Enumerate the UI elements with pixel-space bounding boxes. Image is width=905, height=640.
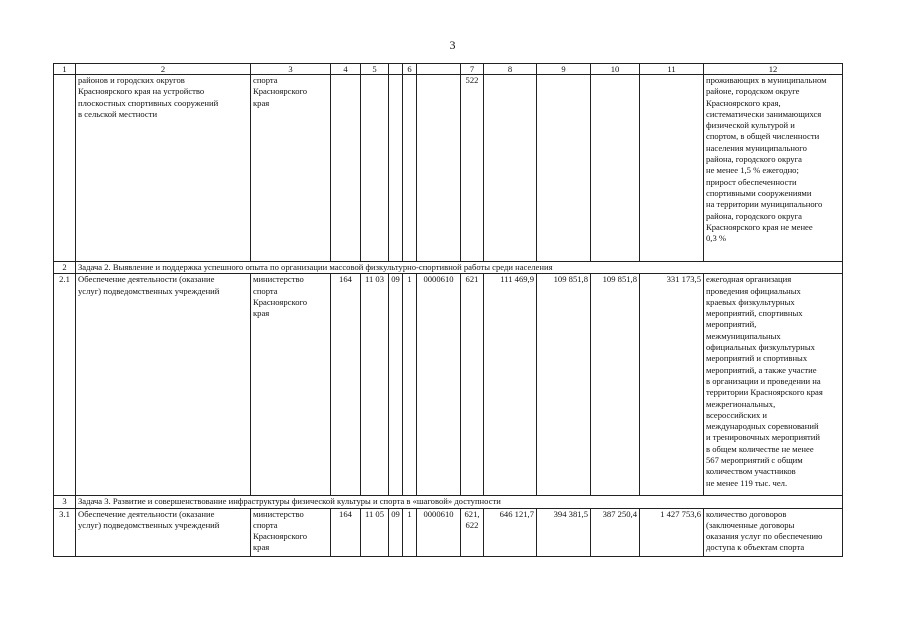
administrator-cell <box>251 75 331 262</box>
text-line: Красноярского края, <box>706 97 781 108</box>
activity-name-cell <box>76 274 251 496</box>
table-row-continued <box>54 75 843 262</box>
expected-result-cell <box>704 274 843 496</box>
text-line: в организации и проведении на <box>706 375 821 386</box>
row-number-cell: 2.1 <box>54 274 76 496</box>
text-line: не менее 119 тыс. чел. <box>706 477 788 488</box>
task-row <box>54 262 843 274</box>
text-line: и тренировочных мероприятий <box>706 432 820 443</box>
empty-cell <box>537 75 591 262</box>
row-number-cell: 3.1 <box>54 508 76 556</box>
text-line: министерство <box>253 274 304 285</box>
empty-cell <box>403 75 417 262</box>
text-line: 621, <box>464 508 480 519</box>
text-line: международных соревнований <box>706 421 819 432</box>
column-number: 4 <box>331 64 361 75</box>
task-title: Задача 2. Выявление и поддержка успешного опыта по организации массовой физкультурно-спортивной работы среди населения <box>76 262 843 274</box>
column-number: 7 <box>461 64 484 75</box>
administrator-cell <box>251 274 331 496</box>
subprogram-code-cell: 1 <box>403 274 417 496</box>
text-line: мероприятий, <box>706 319 757 330</box>
program-code-cell: 09 <box>389 508 403 556</box>
subprogram-code-cell: 1 <box>403 508 417 556</box>
text-line: районе, городском округе <box>706 86 800 97</box>
text-line: края <box>253 542 270 553</box>
text-line: количество договоров <box>706 508 787 519</box>
text-line: оказания услуг по обеспечению <box>706 531 823 542</box>
text-line: спортивными сооружениями <box>706 187 812 198</box>
text-line: спорта <box>253 75 278 85</box>
amount-year2-cell: 394 381,5 <box>537 508 591 556</box>
text-line: 567 мероприятий с общим <box>706 455 803 466</box>
column-number <box>417 64 461 75</box>
amount-total-cell: 331 173,5 <box>640 274 704 496</box>
empty-cell <box>361 75 389 262</box>
text-line: спорта <box>253 285 278 296</box>
program-activities-table <box>53 63 843 557</box>
admin-code-cell: 164 <box>331 508 361 556</box>
text-line: систематически занимающихся <box>706 108 822 119</box>
text-line: края <box>253 97 270 108</box>
text-line: спорта <box>253 519 278 530</box>
empty-cell <box>389 75 403 262</box>
column-number: 5 <box>361 64 389 75</box>
section-code-cell: 11 03 <box>361 274 389 496</box>
text-line: Красноярского <box>253 86 308 97</box>
column-number: 11 <box>640 64 704 75</box>
expense-type-cell: 522 <box>461 75 484 262</box>
empty-cell <box>331 75 361 262</box>
text-line: проживающих в муниципальном <box>706 75 827 85</box>
column-number: 10 <box>591 64 640 75</box>
text-line: спортом, в общей численности <box>706 131 820 142</box>
text-line: Обеспечение деятельности (оказание <box>78 274 215 285</box>
amount-year3-cell: 109 851,8 <box>591 274 640 496</box>
expense-type-cell <box>461 508 484 556</box>
text-line: территории Красноярского края <box>706 387 823 398</box>
text-line: прирост обеспеченности <box>706 176 797 187</box>
text-line: плоскостных спортивных сооружений <box>78 97 219 108</box>
column-number: 3 <box>251 64 331 75</box>
text-line: Красноярского края на устройство <box>78 86 205 97</box>
column-number <box>389 64 403 75</box>
text-line: количеством участников <box>706 466 796 477</box>
text-line: 0,3 % <box>706 233 727 244</box>
activity-name-cell <box>76 508 251 556</box>
text-line: Красноярского <box>253 531 308 542</box>
text-line: краевых физкультурных <box>706 296 795 307</box>
expense-type-cell: 621 <box>461 274 484 496</box>
text-line: физической культурой и <box>706 120 795 131</box>
task-number: 3 <box>54 496 76 508</box>
administrator-cell <box>251 508 331 556</box>
task-row <box>54 496 843 508</box>
table-row <box>54 274 843 496</box>
text-line: межрегиональных, <box>706 398 776 409</box>
text-line: проведения официальных <box>706 285 801 296</box>
text-line: населения муниципального <box>706 142 807 153</box>
text-line: Красноярского края не менее <box>706 221 813 232</box>
column-number: 6 <box>403 64 417 75</box>
text-line: в общем количестве не менее <box>706 443 814 454</box>
text-line: района, городского округа <box>706 210 802 221</box>
text-line: Красноярского <box>253 296 308 307</box>
target-item-code-cell: 0000610 <box>417 274 461 496</box>
text-line: всероссийских и <box>706 409 768 420</box>
amount-year2-cell: 109 851,8 <box>537 274 591 496</box>
text-line: официальных физкультурных <box>706 342 815 353</box>
task-title: Задача 3. Развитие и совершенствование инфраструктуры физической культуры и спорта в «шаговой» доступности <box>76 496 843 508</box>
text-line: межмуниципальных <box>706 330 781 341</box>
amount-year1-cell: 111 469,9 <box>484 274 537 496</box>
text-line: мероприятий, спортивных <box>706 308 803 319</box>
row-number-cell <box>54 75 76 262</box>
text-line: не менее 1,5 % ежегодно; <box>706 165 799 176</box>
text-line: министерство <box>253 508 304 519</box>
amount-total-cell: 1 427 753,6 <box>640 508 704 556</box>
text-line: районов и городских округов <box>78 75 185 85</box>
target-item-code-cell: 0000610 <box>417 508 461 556</box>
text-line: района, городского округа <box>706 154 802 165</box>
activity-name-cell <box>76 75 251 262</box>
empty-cell <box>591 75 640 262</box>
section-code-cell: 11 05 <box>361 508 389 556</box>
text-line: услуг) подведомственных учреждений <box>78 285 220 296</box>
empty-cell <box>417 75 461 262</box>
column-number: 1 <box>54 64 76 75</box>
empty-cell <box>484 75 537 262</box>
column-number-row <box>54 64 843 75</box>
text-line: доступа к объектам спорта <box>706 542 805 553</box>
page-number: 3 <box>449 38 456 52</box>
column-number: 8 <box>484 64 537 75</box>
amount-year3-cell: 387 250,4 <box>591 508 640 556</box>
text-line: края <box>253 308 270 319</box>
text-line: (заключенные договоры <box>706 519 795 530</box>
admin-code-cell: 164 <box>331 274 361 496</box>
expected-result-cell <box>704 75 843 262</box>
text-line: на территории муниципального <box>706 199 823 210</box>
column-number: 2 <box>76 64 251 75</box>
text-line: мероприятий, а также участие <box>706 364 817 375</box>
table-row <box>54 508 843 556</box>
expected-result-cell <box>704 508 843 556</box>
text-line: Обеспечение деятельности (оказание <box>78 508 215 519</box>
task-number: 2 <box>54 262 76 274</box>
text-line: услуг) подведомственных учреждений <box>78 519 220 530</box>
text-line: 622 <box>465 519 479 530</box>
column-number: 9 <box>537 64 591 75</box>
text-line: мероприятий и спортивных <box>706 353 808 364</box>
empty-cell <box>640 75 704 262</box>
amount-year1-cell: 646 121,7 <box>484 508 537 556</box>
column-number: 12 <box>704 64 843 75</box>
text-line: ежегодная организация <box>706 274 792 285</box>
text-line: в сельской местности <box>78 108 158 119</box>
program-code-cell: 09 <box>389 274 403 496</box>
